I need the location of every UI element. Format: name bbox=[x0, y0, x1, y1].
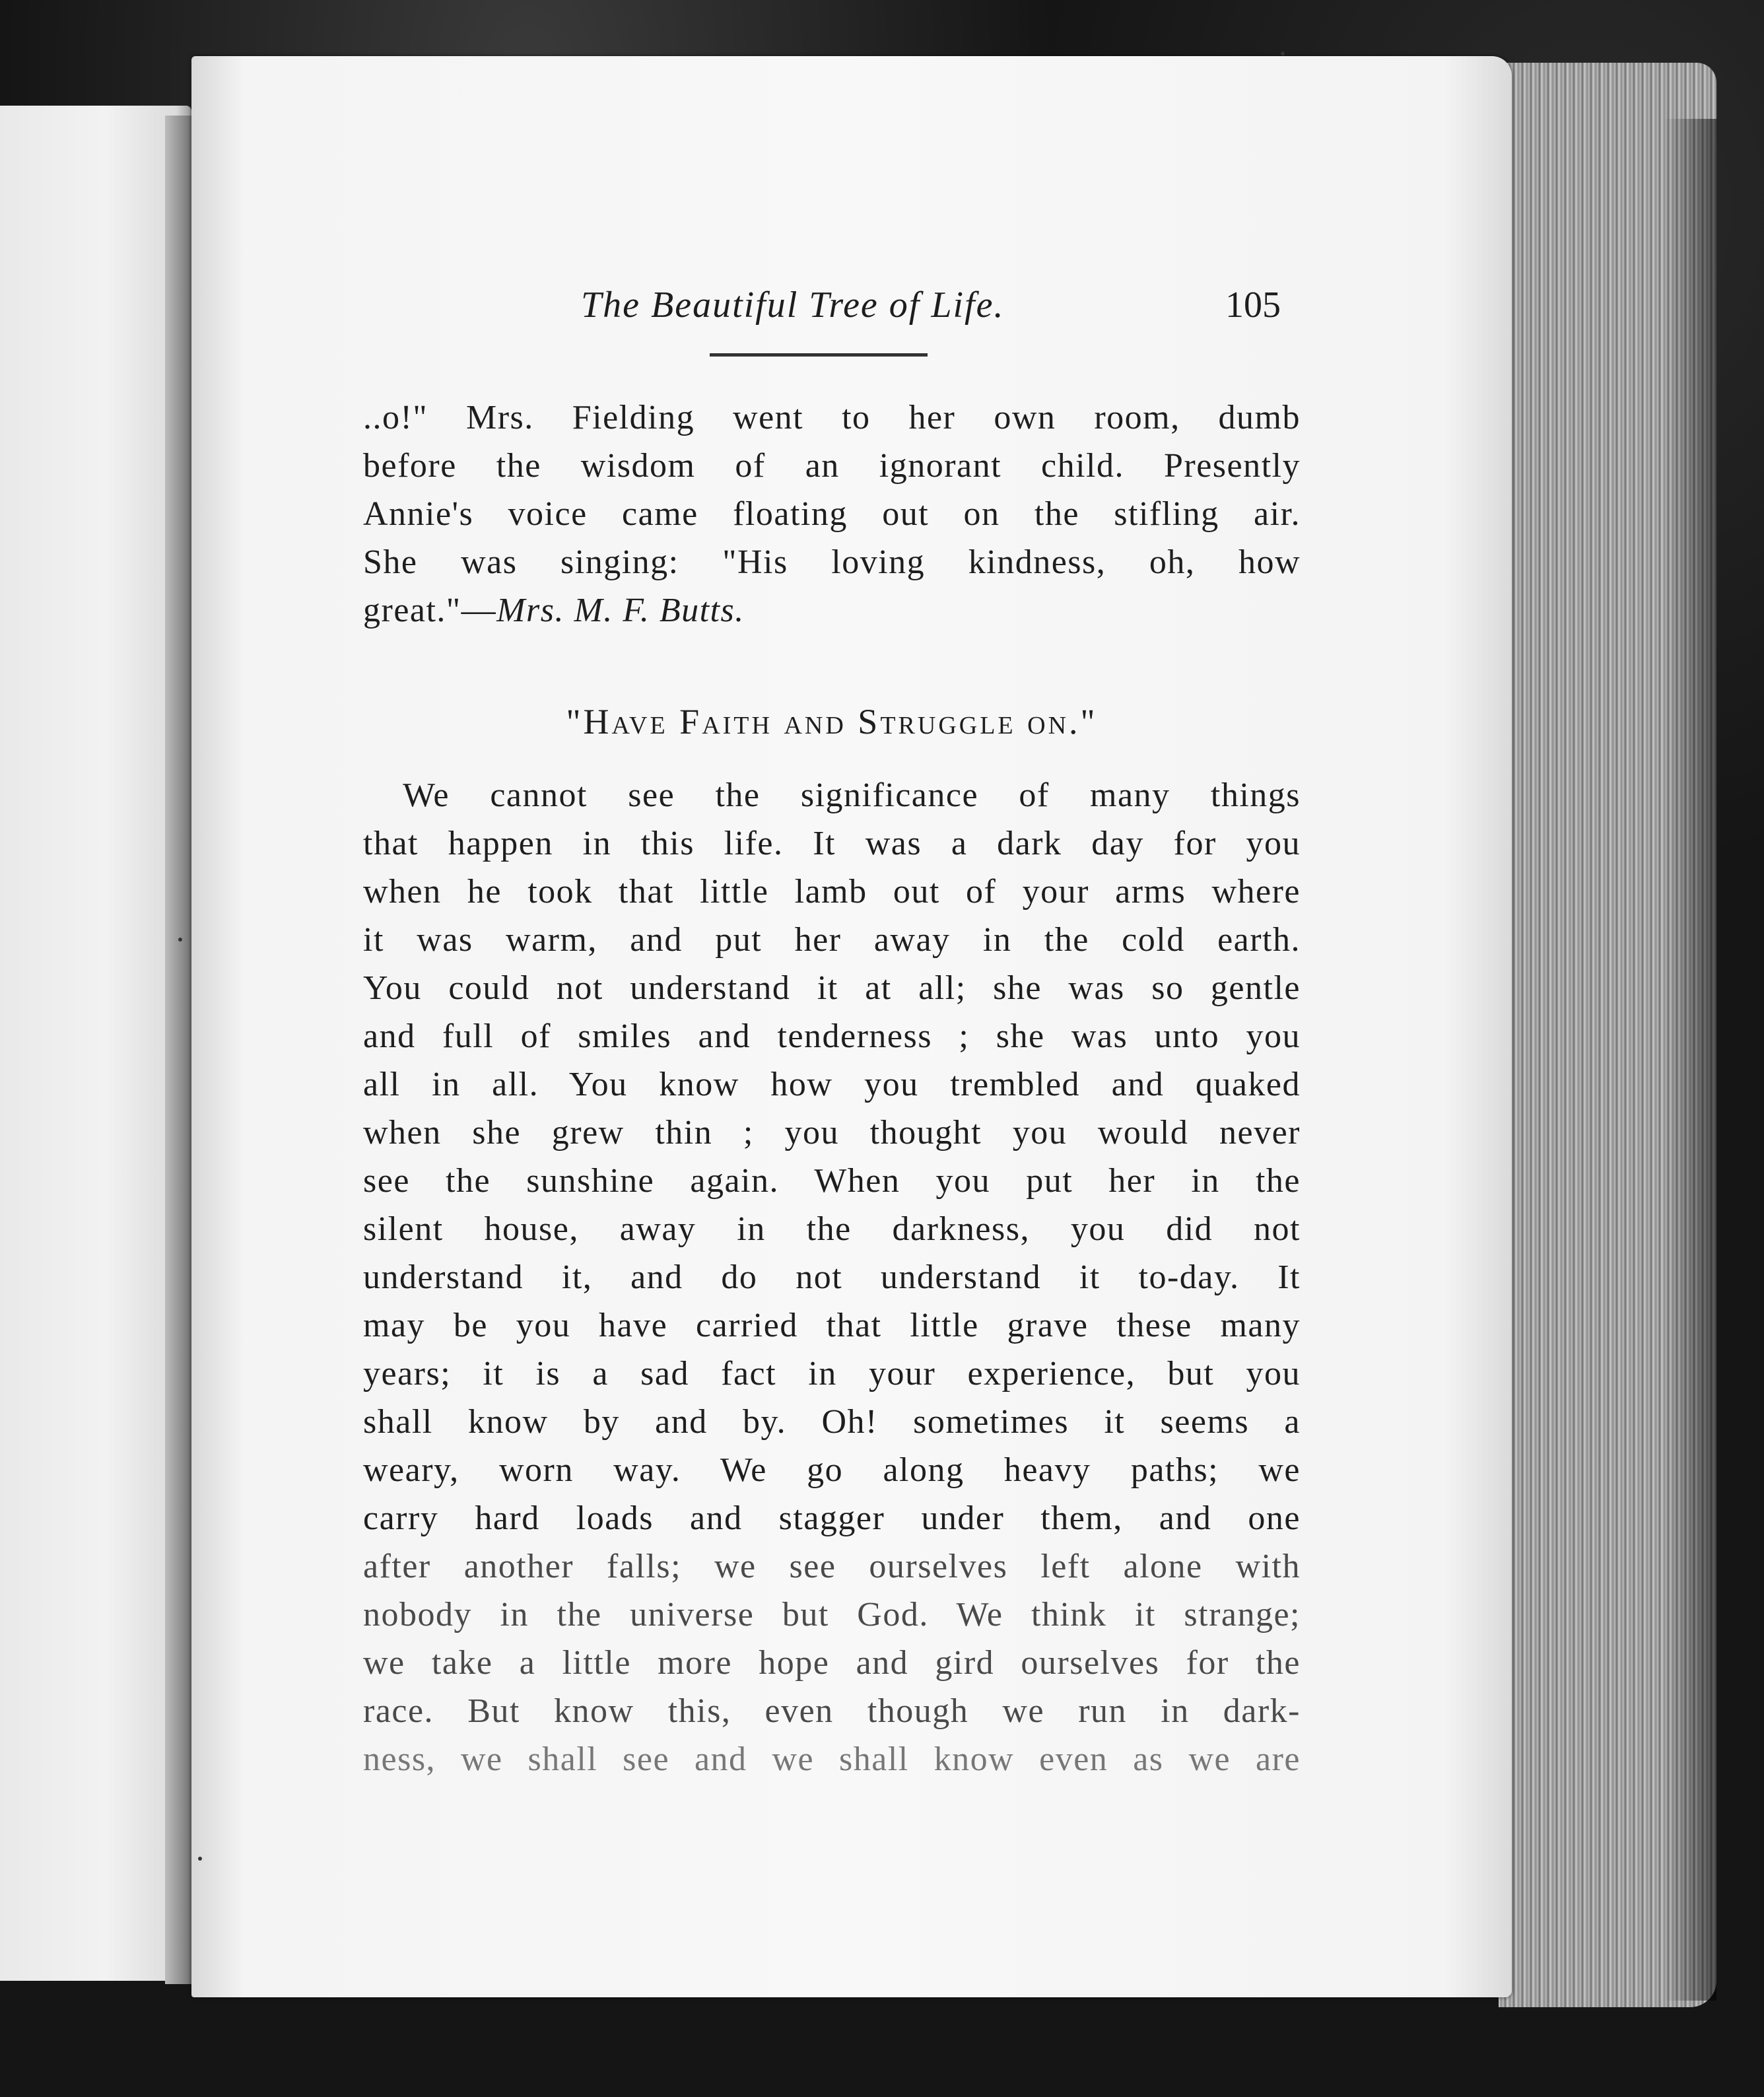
text-line: we take a little more hope and gird ourselves for the bbox=[363, 1644, 1301, 1682]
section-heading: "Have Faith and Struggle on." bbox=[566, 702, 1098, 741]
text-line: race. But know this, even though we run in dark- bbox=[363, 1692, 1301, 1730]
body-paragraph bbox=[363, 771, 1301, 1783]
page-number: 105 bbox=[1225, 285, 1281, 326]
text-line: see the sunshine again. When you put her in the bbox=[363, 1162, 1301, 1200]
running-head bbox=[581, 284, 1281, 337]
page-edges-shadow bbox=[1664, 119, 1716, 2001]
signature: Mrs. M. F. Butts. bbox=[496, 592, 745, 629]
text-line: weary, worn way. We go along heavy paths; we bbox=[363, 1451, 1301, 1489]
text-line: may be you have carried that little grave these many bbox=[363, 1307, 1301, 1344]
text-line: that happen in this life. It was a dark day for you bbox=[363, 825, 1301, 862]
scan-speck bbox=[1281, 52, 1285, 55]
text-line: She was singing: "His loving kindness, oh, how bbox=[363, 543, 1301, 581]
text-line: ..o!" Mrs. Fielding went to her own room, dumb bbox=[363, 399, 1301, 436]
text-line: You could not understand it at all; she was so gentle bbox=[363, 969, 1301, 1007]
text-line: all in all. You know how you trembled and quaked bbox=[363, 1066, 1301, 1103]
text-line: when he took that little lamb out of your arms where bbox=[363, 873, 1301, 911]
text-line: understand it, and do not understand it to-day. It bbox=[363, 1258, 1301, 1296]
text-line: before the wisdom of an ignorant child. Presently bbox=[363, 447, 1301, 485]
text-line: Annie's voice came floating out on the stifling air. bbox=[363, 495, 1301, 533]
text-line: it was warm, and put her away in the cold earth. bbox=[363, 921, 1301, 959]
left-page bbox=[0, 106, 191, 1981]
head-rule bbox=[710, 353, 928, 357]
running-title: The Beautiful Tree of Life. bbox=[581, 285, 1005, 326]
text-line: when she grew thin ; you thought you would never bbox=[363, 1114, 1301, 1152]
text-line: years; it is a sad fact in your experience, but you bbox=[363, 1355, 1301, 1392]
text-line: and full of smiles and tenderness ; she was unto you bbox=[363, 1017, 1301, 1055]
text-line: ness, we shall see and we shall know even as we are bbox=[363, 1740, 1301, 1778]
text-line: silent house, away in the darkness, you did not bbox=[363, 1210, 1301, 1248]
scan-speck bbox=[178, 938, 182, 942]
text-line-last bbox=[363, 586, 1301, 635]
text-line: after another falls; we see ourselves left alone with bbox=[363, 1548, 1301, 1585]
top-paragraph bbox=[363, 394, 1301, 635]
scan-speck bbox=[198, 1857, 202, 1861]
last-line-text: great."— bbox=[363, 592, 497, 629]
text-line: nobody in the universe but God. We think it strange; bbox=[363, 1596, 1301, 1633]
text-line: carry hard loads and stagger under them, and one bbox=[363, 1499, 1301, 1537]
text-line: shall know by and by. Oh! sometimes it seems a bbox=[363, 1403, 1301, 1441]
text-line: We cannot see the significance of many things bbox=[403, 776, 1301, 814]
